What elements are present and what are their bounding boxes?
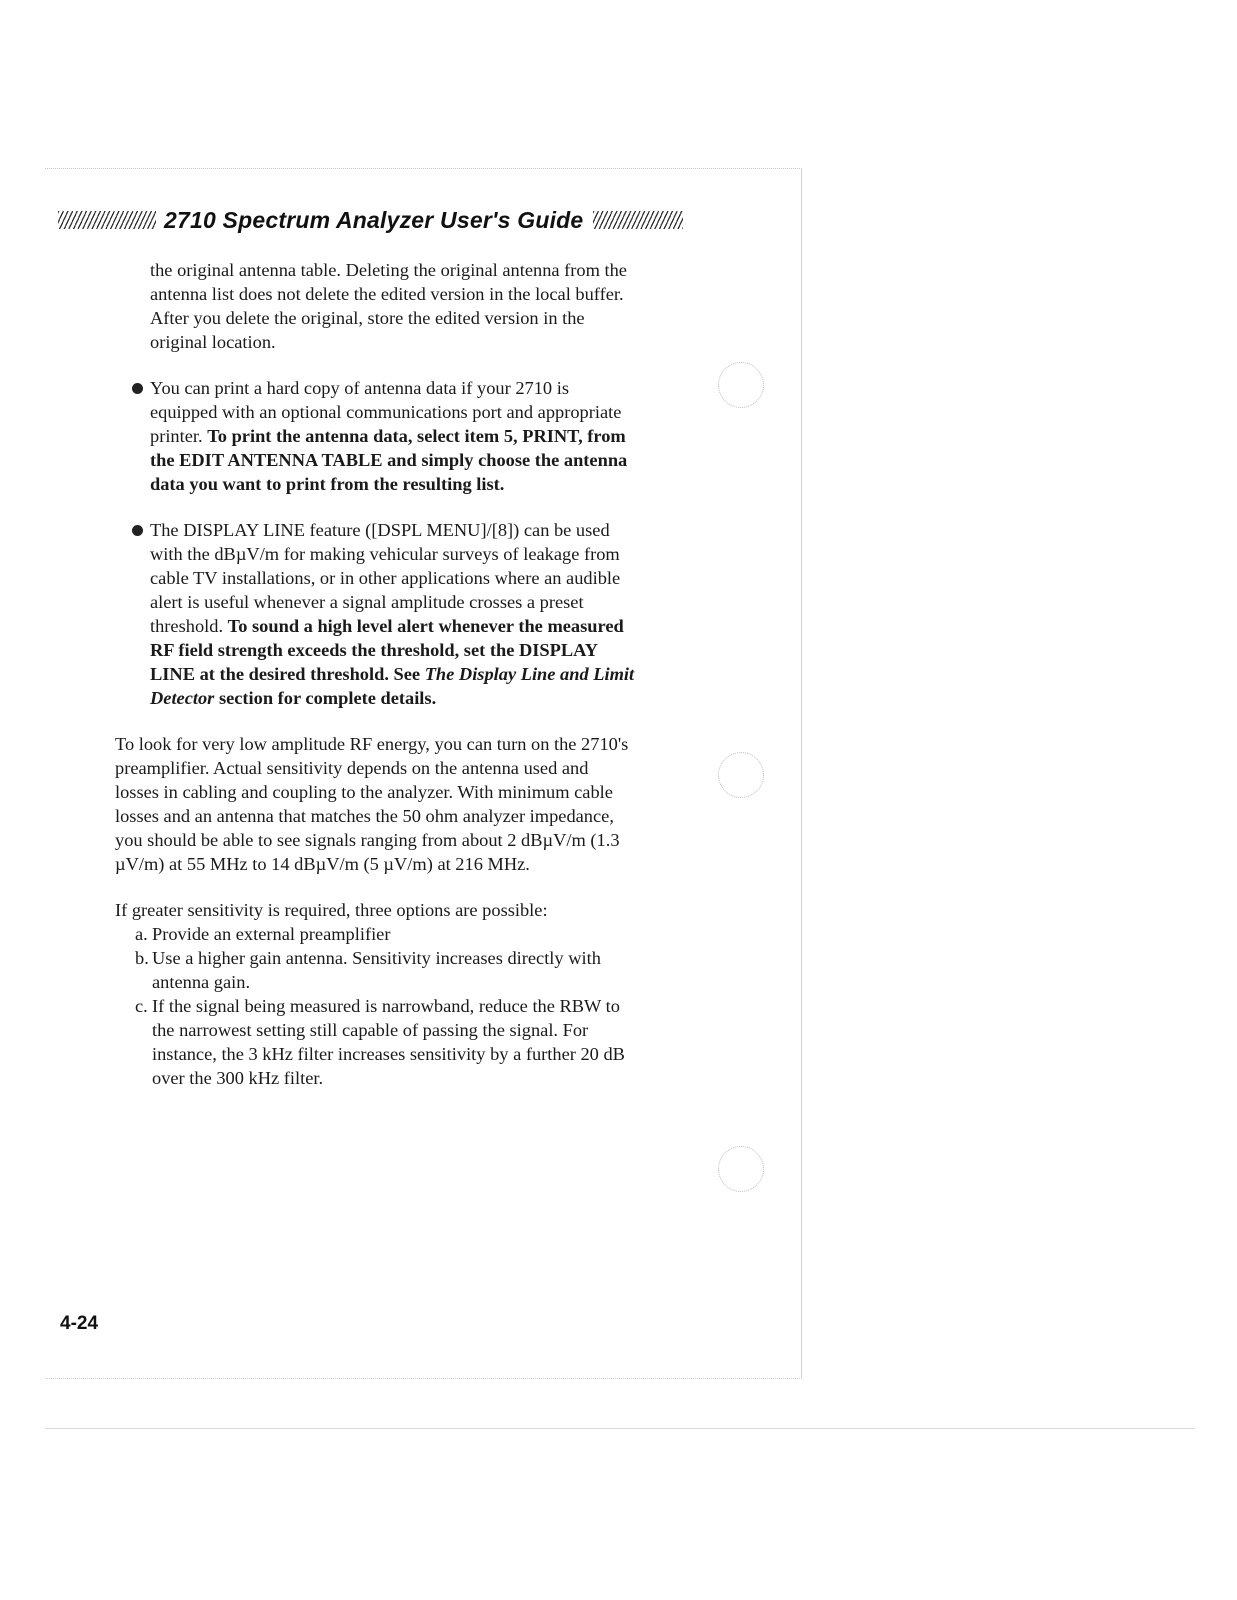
options-list — [115, 922, 635, 1090]
page-frame-top — [45, 168, 802, 169]
sensitivity-paragraph: To look for very low amplitude RF energy, you can turn on the 2710's preamplifier. Actual sensitivity depends on the antenna used and losses in cabling and coupling to the analyzer. With minimum cable losses and an antenna that matches the 50 ohm analyzer impedance, you should be able to see signals ranging from about 2 dBµV/m (1.3 µV/m) at 55 MHz to 14 dBµV/m (5 µV/m) at 216 MHz. — [115, 734, 629, 874]
section-reference: The Display Line and Limit Detector — [150, 664, 635, 708]
list-item — [115, 376, 635, 496]
hatch-decoration-icon — [593, 211, 683, 229]
list-item — [115, 518, 635, 710]
options-intro: If greater sensitivity is required, three options are possible: — [115, 900, 548, 920]
page-frame-bottom — [45, 1378, 802, 1379]
header-title: 2710 Spectrum Analyzer User's Guide — [164, 206, 584, 233]
continuation-paragraph: the original antenna table. Deleting the original antenna from the antenna list does not delete the edited version in the local buffer. After you delete the original, store the edited version in the original location. — [150, 260, 627, 352]
list-item: b. Use a higher gain antenna. Sensitivity increases directly with antenna gain. — [135, 948, 601, 992]
list-item: c. If the signal being measured is narrowband, reduce the RBW to the narrowest setting still capable of passing the signal. For instance, the 3 kHz filter increases sensitivity by a further 20 dB over the 300 kHz filter. — [135, 996, 625, 1088]
running-header — [58, 200, 708, 240]
bullet-icon — [115, 518, 150, 710]
binder-hole-icon — [718, 1146, 764, 1192]
page-frame-right — [801, 168, 802, 1378]
bullet-text: You can print a hard copy of antenna data if your 2710 is equipped with an optional communications port and appropriate printer. To print the antenna data, select item 5, PRINT, from the EDIT ANTENNA TABLE and simply choose the antenna data you want to print from the resulting list. — [150, 378, 628, 494]
page-body — [115, 258, 635, 1090]
list-item: a. Provide an external preamplifier — [135, 924, 391, 944]
hatch-decoration-icon — [58, 211, 156, 229]
binder-hole-icon — [718, 752, 764, 798]
binder-hole-icon — [718, 362, 764, 408]
page-number: 4-24 — [60, 1313, 99, 1334]
page-edge-line — [45, 1428, 1195, 1429]
bullet-icon — [115, 376, 150, 496]
bullet-text: The DISPLAY LINE feature ([DSPL MENU]/[8]) can be used with the dBµV/m for making vehicular surveys of leakage from cable TV installations, or in other applications where an audible alert is useful whenever a signal amplitude crosses a preset threshold. To sound a high level alert whenever the measured RF field strength exceeds the threshold, set the DISPLAY LINE at the desired threshold. See The Display Line and Limit Detector section for complete details. — [150, 520, 635, 708]
